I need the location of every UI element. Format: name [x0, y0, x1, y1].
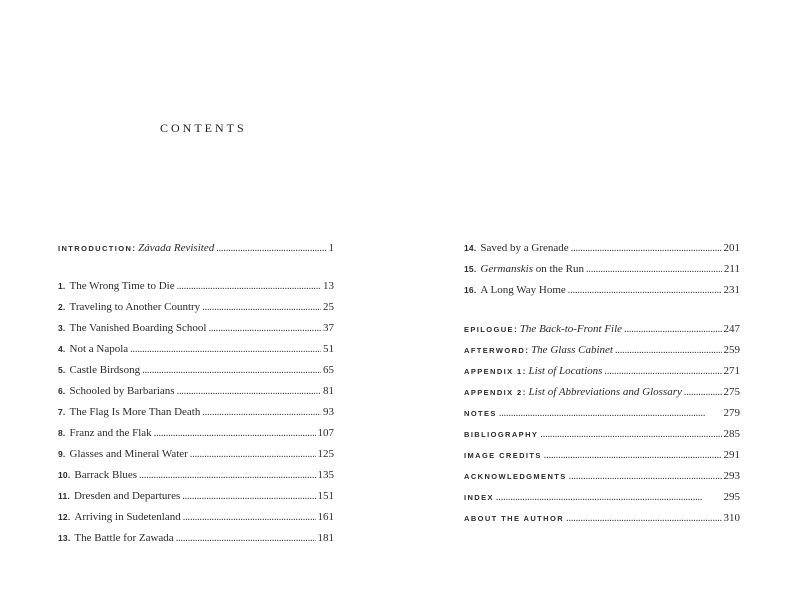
back-matter-label: APPENDIX 2 [464, 388, 523, 397]
back-matter-label: INDEX [464, 493, 494, 502]
toc-entry-chapter[interactable] [464, 282, 740, 298]
page-number: 293 [723, 470, 740, 482]
dot-leader [208, 321, 321, 337]
toc-left-column [58, 240, 334, 560]
chapter-number: 10. [58, 470, 71, 480]
chapter-title: Castle Birdsong [69, 364, 141, 376]
toc-entry-chapter[interactable] [58, 320, 334, 336]
page-number: 151 [317, 490, 334, 502]
dot-leader [183, 510, 316, 526]
chapter-number: 14. [464, 243, 477, 253]
dot-leader [566, 511, 721, 527]
toc-entry-back-matter[interactable] [464, 489, 740, 505]
dot-leader [176, 531, 316, 547]
chapter-title: Franz and the Flak [69, 427, 152, 439]
toc-entry-chapter[interactable] [58, 446, 334, 462]
page-number: 211 [723, 263, 740, 275]
page-number: 13 [323, 280, 334, 292]
toc-entry-chapter[interactable] [58, 362, 334, 378]
toc-right-column [464, 240, 740, 530]
page-number: 135 [317, 469, 334, 481]
chapter-title: Glasses and Mineral Water [69, 448, 188, 460]
chapter-number: 7. [58, 407, 66, 417]
chapter-title: Barrack Blues [74, 469, 138, 481]
chapter-title: The Wrong Time to Die [69, 280, 175, 292]
toc-entry-chapter[interactable] [58, 404, 334, 420]
toc-entry-chapter[interactable] [58, 341, 334, 357]
chapter-number: 8. [58, 428, 66, 438]
introduction-subtitle: Závada Revisited [138, 242, 215, 254]
back-matter-label: IMAGE CREDITS [464, 451, 542, 460]
dot-leader [216, 241, 326, 257]
dot-leader [544, 448, 722, 464]
chapter-number: 15. [464, 264, 477, 274]
toc-entry-back-matter[interactable] [464, 510, 740, 526]
back-matter-label: EPILOGUE [464, 325, 514, 334]
toc-entry-chapter[interactable] [464, 261, 740, 277]
toc-entry-back-matter[interactable]: APPENDIX 2 : List of Abbreviations and Glossary . . . 275 [464, 384, 740, 400]
page-number: 231 [723, 284, 740, 296]
page-number: 37 [323, 322, 334, 334]
chapter-title: Dresden and Departures [73, 490, 181, 502]
dot-leader [177, 384, 321, 400]
toc-entry-chapter[interactable] [58, 425, 334, 441]
back-matter-label: APPENDIX 1 [464, 367, 523, 376]
back-matter-label: ACKNOWLEDGMENTS [464, 472, 567, 481]
toc-entry-chapter[interactable] [58, 383, 334, 399]
page-number: 51 [323, 343, 334, 355]
page-number: 81 [323, 385, 334, 397]
chapter-number: 4. [58, 344, 66, 354]
page-number: 279 [723, 407, 740, 419]
chapter-number: 1. [58, 281, 66, 291]
toc-entry-chapter[interactable] [58, 488, 334, 504]
page-number: 275 [723, 386, 740, 398]
page-number: 181 [317, 532, 334, 544]
chapter-title: The Battle for Zawada [74, 532, 174, 544]
toc-entry-back-matter[interactable] [464, 447, 740, 463]
chapter-title: Germanskis on the Run [480, 263, 585, 275]
chapter-title: The Flag Is More Than Death [69, 406, 201, 418]
chapter-number: 9. [58, 449, 66, 459]
contents-heading: CONTENTS [160, 121, 247, 135]
chapter-number: 13. [58, 533, 71, 543]
toc-entry-chapter[interactable] [58, 530, 334, 546]
dot-leader [130, 342, 321, 358]
chapter-title: Traveling to Another Country [69, 301, 201, 313]
dot-leader [202, 405, 321, 421]
chapter-number: 6. [58, 386, 66, 396]
back-matter-label: ABOUT THE AUTHOR [464, 514, 565, 523]
toc-entry-back-matter[interactable]: AFTERWORD : The Glass Cabinet . . . 259 [464, 342, 740, 358]
dot-leader [540, 427, 721, 443]
back-matter-subtitle: List of Abbreviations and Glossary [528, 386, 682, 398]
chapter-title: Arriving in Sudetenland [74, 511, 181, 523]
dot-leader [177, 279, 321, 295]
dot-leader [154, 426, 316, 442]
page-number: 161 [317, 511, 334, 523]
page-number: 65 [323, 364, 334, 376]
chapter-number: 11. [58, 491, 70, 501]
back-matter-label: BIBLIOGRAPHY [464, 430, 539, 439]
dot-leader [571, 241, 722, 257]
chapter-title: The Vanished Boarding School [69, 322, 207, 334]
page-number: 107 [317, 427, 334, 439]
toc-entry-chapter[interactable] [58, 467, 334, 483]
dot-leader [684, 385, 722, 401]
dot-leader [202, 300, 321, 316]
toc-entry-chapter[interactable] [58, 509, 334, 525]
toc-entry-back-matter[interactable]: EPILOGUE : The Back-to-Front File . . . 247 [464, 321, 740, 337]
toc-entry-chapter[interactable] [464, 240, 740, 256]
dot-leader [568, 283, 722, 299]
page-number: 25 [323, 301, 334, 313]
page-number: 1 [328, 242, 334, 254]
chapter-number: 16. [464, 285, 477, 295]
page-number: 93 [323, 406, 334, 418]
toc-entry-chapter[interactable] [58, 299, 334, 315]
dot-leader [142, 363, 321, 379]
toc-entry-introduction[interactable]: INTRODUCTION : Závada Revisited . . . 1 [58, 240, 334, 256]
dot-leader [190, 447, 316, 463]
dot-leader [586, 262, 722, 278]
toc-entry-back-matter[interactable] [464, 426, 740, 442]
dot-leader [604, 364, 721, 380]
dot-leader [624, 322, 721, 338]
page-number: 295 [723, 491, 740, 503]
dot-leader [182, 489, 315, 505]
page-number: 291 [723, 449, 740, 461]
chapter-title: Not a Napola [69, 343, 129, 355]
page-number: 201 [723, 242, 740, 254]
chapter-title: A Long Way Home [480, 284, 566, 296]
dot-leader [139, 468, 315, 484]
back-matter-label: NOTES [464, 409, 497, 418]
chapter-title-emphasis: Germanskis [480, 263, 533, 275]
dot-leader [569, 469, 722, 485]
toc-entry-back-matter[interactable]: APPENDIX 1 : List of Locations . . . 271 [464, 363, 740, 379]
chapter-number: 3. [58, 323, 66, 333]
dot-leader [615, 343, 722, 359]
toc-entry-back-matter[interactable] [464, 468, 740, 484]
back-matter-subtitle: The Glass Cabinet [531, 344, 613, 356]
chapter-number: 2. [58, 302, 66, 312]
back-matter-label: AFTERWORD [464, 346, 526, 355]
back-matter-subtitle: The Back-to-Front File [519, 323, 623, 335]
page-number: 247 [723, 323, 740, 335]
page-number: 271 [723, 365, 740, 377]
introduction-label: INTRODUCTION [58, 244, 133, 253]
chapter-title: Schooled by Barbarians [69, 385, 175, 397]
chapter-number: 12. [58, 512, 71, 522]
page-number: 259 [723, 344, 740, 356]
dot-leader [496, 490, 722, 506]
chapter-title: Saved by a Grenade [480, 242, 569, 254]
back-matter-subtitle: List of Locations [528, 365, 603, 377]
page-number: 285 [723, 428, 740, 440]
chapter-number: 5. [58, 365, 66, 375]
toc-entry-back-matter[interactable] [464, 405, 740, 421]
page-number: 310 [723, 512, 740, 524]
page-number: 125 [317, 448, 334, 460]
toc-entry-chapter[interactable] [58, 278, 334, 294]
dot-leader [499, 406, 722, 422]
